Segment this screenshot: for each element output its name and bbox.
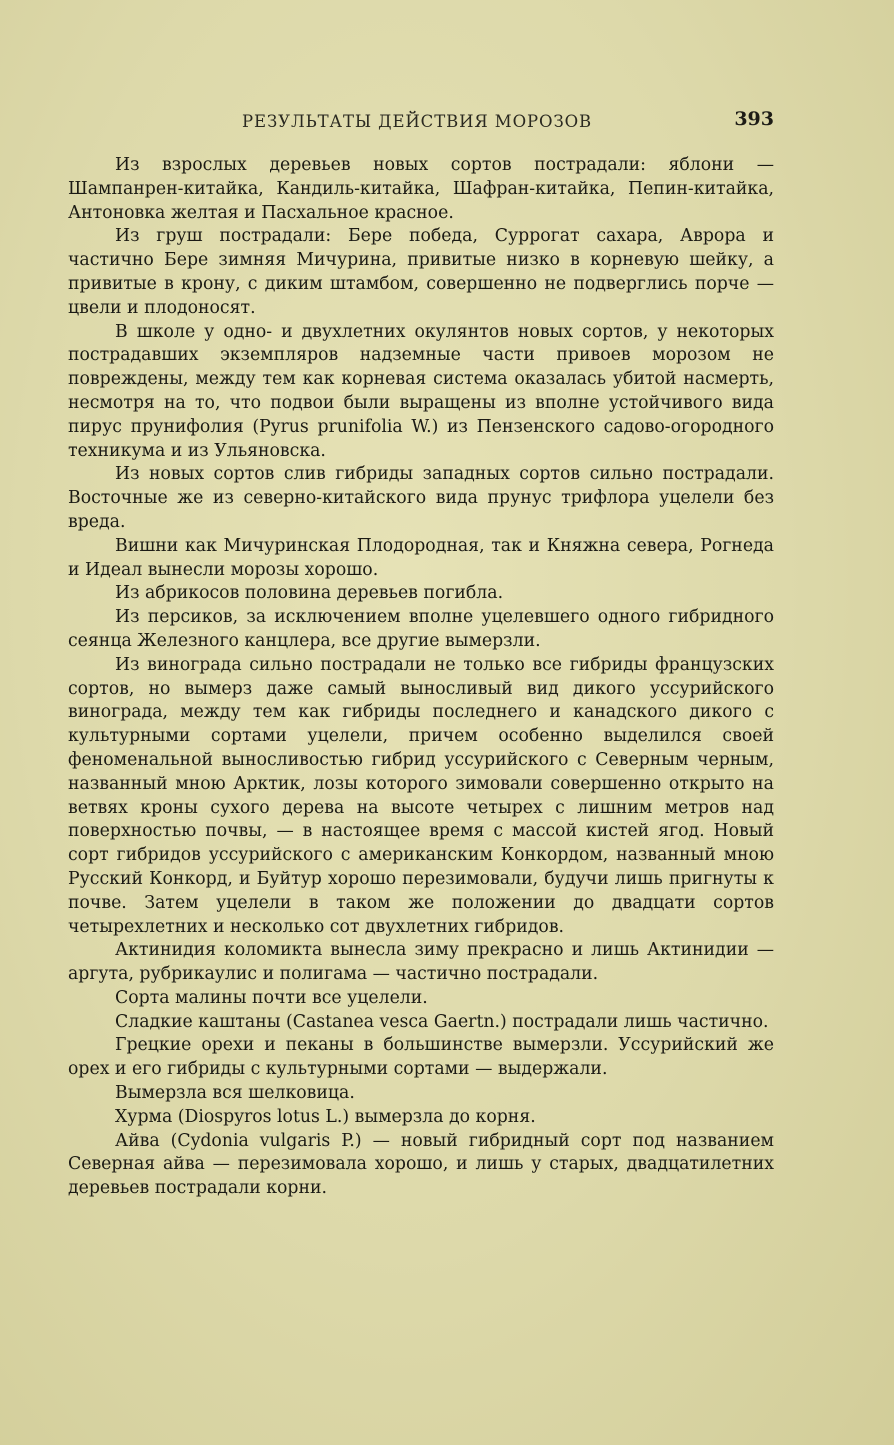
paragraph: Из груш пострадали: Бере победа, Суррогат сахара, Аврора и частично Бере зимняя Мичурина, привитые низко в корневую шейку, а привитые в крону, с диким штамбом, совершенно не подверглись порче — цвели и плодоносят.: [68, 226, 774, 318]
paragraph: Сладкие каштаны (Castanea vesca Gaertn.) пострадали лишь частично.: [115, 1011, 769, 1032]
paragraph: Сорта малины почти все уцелели.: [115, 987, 428, 1008]
paragraph: Вымерзла вся шелковица.: [115, 1083, 355, 1104]
paragraph: Из персиков, за исключением вполне уцелевшего одного гибридного сеянца Железного канцлера, все другие вымерзли.: [68, 607, 774, 651]
paragraph: Айва (Cydonia vulgaris P.) — новый гибридный сорт под названием Северная айва — перезимовала хорошо, и лишь у старых, двадцатилетних деревьев пострадали корни.: [68, 1130, 774, 1199]
page-header: [68, 108, 774, 136]
paragraph: Из новых сортов слив гибриды западных сортов сильно пострадали. Восточные же из северно-китайского вида прунус трифлора уцелели без вреда.: [68, 464, 774, 532]
paragraph: Из винограда сильно пострадали не только все гибриды французских сортов, но вымерз даже самый выносливый вид дикого уссурийского винограда, между тем как гибриды последнего и канадского дикого с культурными сортами уцелели, причем особенно выделился своей феноменальной выносливостью гибрид уссурийского с Северным черным, названный мною Арктик, лозы которого зимовали совершенно открыто на ветвях кроны сухого дерева на высоте четырех с лишним метров над поверхностью почвы, — в настоящее время с массой кистей ягод. Новый сорт гибридов уссурийского с американским Конкордом, названный мною Русский Конкорд, и Буйтур хорошо перезимовали, будучи лишь пригнуты к почве. Затем уцелели в таком же положении до двадцати сортов четырехлетних и несколько сот двухлетних гибридов.: [68, 654, 774, 937]
body-text: [68, 154, 774, 1201]
paragraph: Из абрикосов половина деревьев погибла.: [115, 583, 504, 604]
page-number: 393: [734, 108, 774, 130]
paragraph: Актинидия коломикта вынесла зиму прекрасно и лишь Актинидии — аргута, рубрикаулис и полигама — частично пострадали.: [68, 940, 774, 985]
paragraph: Из взрослых деревьев новых сортов пострадали: яблони — Шампанрен-китайка, Кандиль-китайка, Шафран-китайка, Пепин-китайка, Антоновка желтая и Пасхальное красное.: [68, 155, 774, 223]
running-title: РЕЗУЛЬТАТЫ ДЕЙСТВИЯ МОРОЗОВ: [242, 112, 593, 131]
paragraph: Грецкие орехи и пеканы в большинстве вымерзли. Уссурийский же орех и его гибриды с культурными сортами — выдержали.: [68, 1035, 774, 1080]
paragraph: В школе у одно- и двухлетних окулянтов новых сортов, у некоторых пострадавших экземпляров надземные части привоев морозом не повреждены, между тем как корневая система оказалась убитой насмерть, несмотря на то, что подвои были выращены из вполне устойчивого вида пирус прунифолия (Pyrus prunifolia W.) из Пензенского садово-огородного техникума и из Ульяновска.: [68, 321, 774, 461]
paragraph: Вишни как Мичуринская Плодородная, так и Княжна севера, Рогнеда и Идеал вынесли морозы хорошо.: [68, 535, 774, 580]
paragraph: Хурма (Diospyros lotus L.) вымерзла до корня.: [115, 1106, 536, 1127]
